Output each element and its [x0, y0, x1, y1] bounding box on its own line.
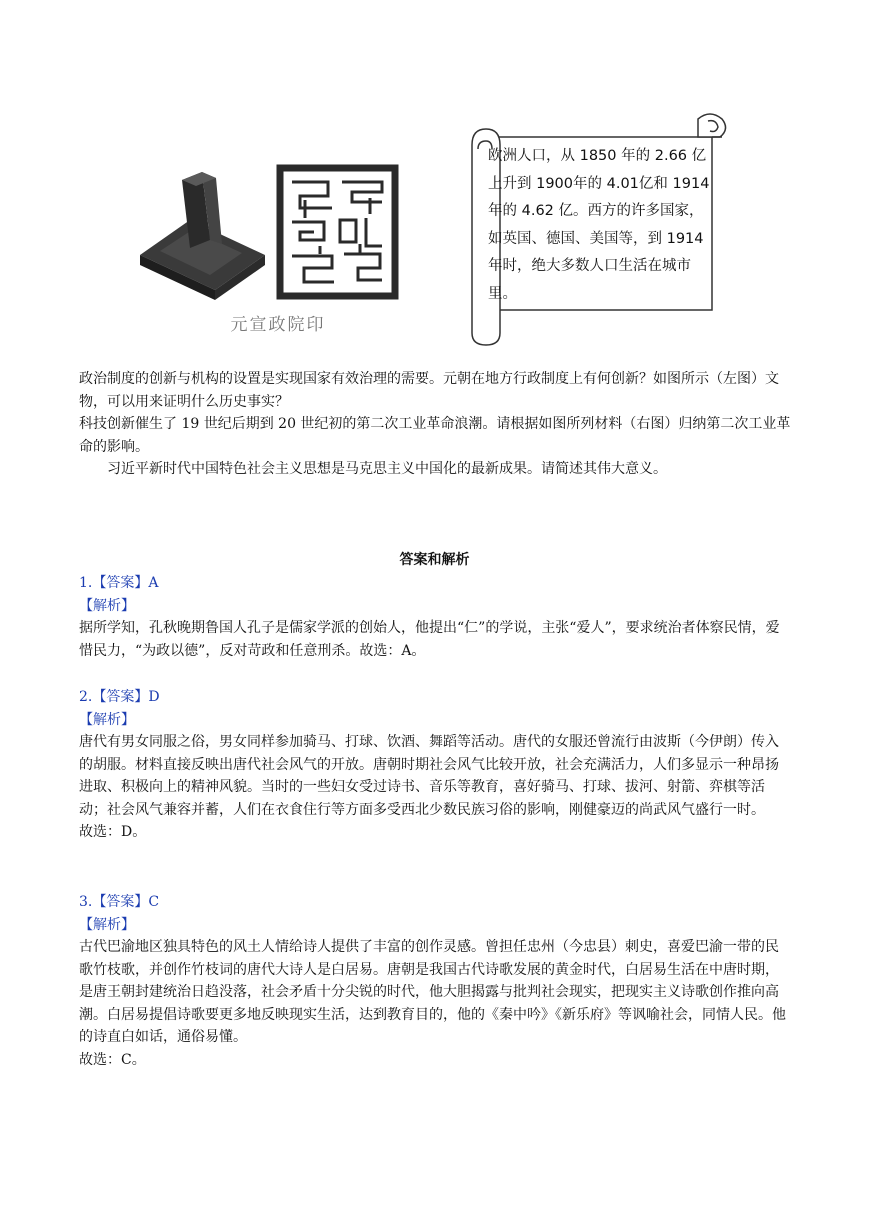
- analysis-label: 【解析】: [79, 597, 135, 614]
- answer-head: 2.【答案】D: [79, 689, 160, 705]
- question-xi-thought: 习近平新时代中国特色社会主义思想是马克思主义中国化的最新成果。请简述其伟大意义。: [107, 461, 667, 477]
- analysis-label: 【解析】: [79, 916, 135, 933]
- seal-caption: 元宣政院印: [230, 315, 326, 335]
- scroll-text: 欧洲人口，从 1850 年的 2.66 亿 上升到 1900年的 4.01亿和 1914 年的 4.62 亿。西方的许多国家， 如英国、德国、美国等，到 1914 年时，绝大多数人口生活在城市 里。: [488, 148, 710, 302]
- seal-imprint-image: [280, 168, 395, 296]
- seal-figure: [130, 150, 430, 350]
- analysis-body: 唐代有男女同服之俗，男女同样参加骑马、打球、饮酒、舞蹈等活动。唐代的女服还曾流行由波斯（今伊朗）传入的胡服。材料直接反映出唐代社会风气的开放。唐朝时期社会风气比较开放，社会充满活力，人们多显示一种昂扬进取、积极向上的精神风貌。当时的一些妇女受过诗书、音乐等教育，喜好骑马、打球、拔河、射箭、弈棋等活动；社会风气兼容并蓄，人们在衣食住行等方面多受西北少数民族习俗的影响，刚健豪迈的尚武风气盛行一时。: [79, 734, 779, 818]
- analysis-body: 古代巴渝地区独具特色的风土人情给诗人提供了丰富的创作灵感。曾担任忠州（今忠县）刺史，喜爱巴渝一带的民歌竹枝歌，并创作竹枝词的唐代大诗人是白居易。唐朝是我国古代诗歌发展的黄金时代，白居易生活在中唐时期，是唐王朝封建统治日趋没落，社会矛盾十分尖锐的时代，他大胆揭露与批判社会现实，把现实主义诗歌创作推向高潮。白居易提倡诗歌要更多地反映现实生活，达到教育目的，他的《秦中吟》《新乐府》等讽喻社会，同情人民。他的诗直白如话，通俗易懂。: [79, 939, 786, 1045]
- answer-block-1: [79, 572, 791, 662]
- seal-object-image: [140, 172, 265, 300]
- analysis-body: 据所学知，孔秋晚期鲁国人孔子是儒家学派的创始人，他提出“仁”的学说，主张“爱人”，要求统治者体察民情，爱惜民力，“为政以德”，反对苛政和任意刑杀。故选：A。: [79, 620, 780, 659]
- answer-head: 1.【答案】A: [79, 575, 159, 591]
- answer-block-2: [79, 686, 791, 844]
- section-title: 答案和解析: [399, 552, 470, 568]
- question-industrial-revolution: 科技创新催生了 19 世纪后期到 20 世纪初的第二次工业革命浪潮。请根据如图所列材料（右图）归纳第二次工业革命的影响。: [79, 416, 791, 455]
- question-yuan-administration: 政治制度的创新与机构的设置是实现国家有效治理的需要。元朝在地方行政制度上有何创新？如图所示（左图）文物，可以用来证明什么历史事实？: [79, 371, 779, 410]
- analysis-conclusion: 故选：D。: [79, 824, 147, 840]
- figure-row: [0, 0, 869, 360]
- answer-head: 3.【答案】C: [79, 894, 160, 910]
- answer-block-3: [79, 891, 791, 1071]
- analysis-label: 【解析】: [79, 711, 135, 728]
- analysis-conclusion: 故选：C。: [79, 1051, 146, 1068]
